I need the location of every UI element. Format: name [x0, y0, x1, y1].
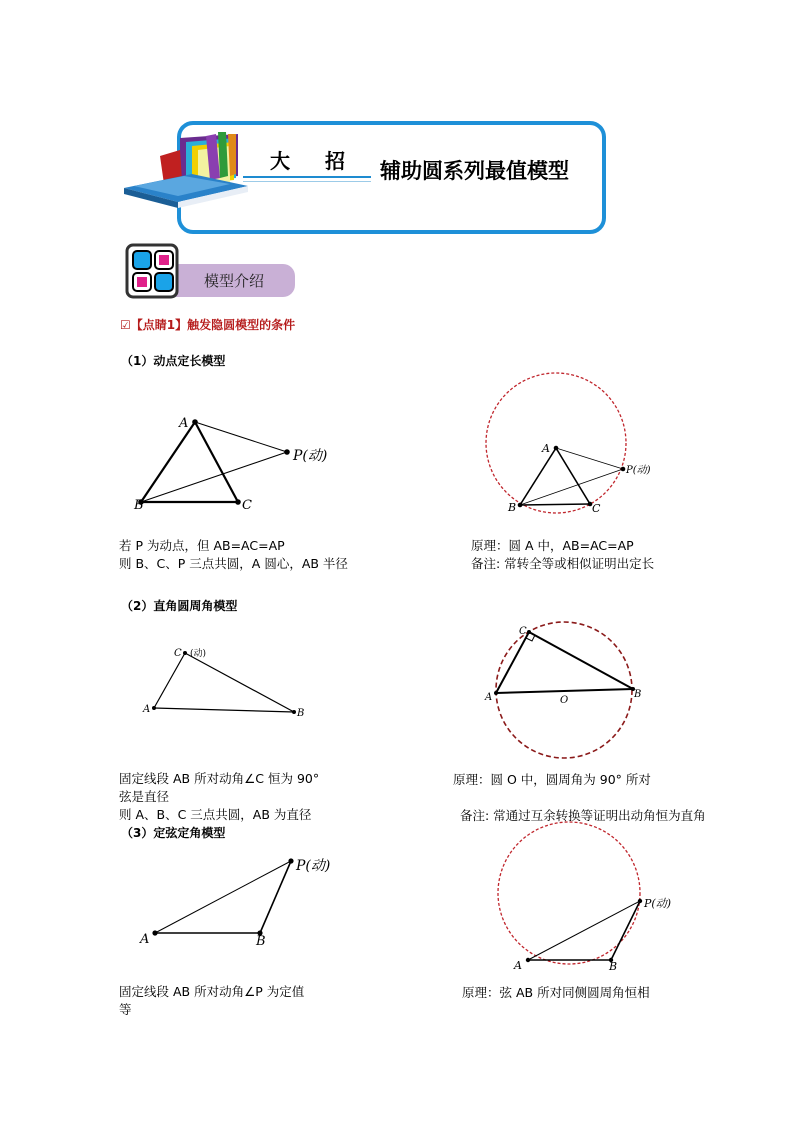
model-2-figure-right — [480, 618, 650, 766]
model-3-figure-right — [490, 818, 690, 976]
svg-text:A: A — [514, 959, 522, 972]
checkbox-icon: ☑ — [120, 318, 131, 332]
svg-text:A: A — [485, 692, 493, 703]
svg-text:P(动): P(动) — [296, 858, 331, 874]
svg-text:(动): (动) — [190, 649, 207, 659]
label-b: B — [134, 498, 144, 513]
model-2-figure-left — [138, 642, 328, 722]
hint-text: 【点睛1】触发隐圆模型的条件 — [130, 318, 296, 332]
model-2-remark: 备注: 常通过互余转换等证明出动角恒为直角 — [460, 808, 706, 823]
svg-text:B: B — [256, 934, 266, 949]
hint-line — [120, 316, 295, 333]
svg-text:B: B — [508, 501, 517, 514]
banner-divider-thin — [243, 181, 371, 182]
model-1-title: （1）动点定长模型 — [121, 354, 226, 368]
model-1-remark: 备注: 常转全等或相似证明出定长 — [471, 556, 655, 571]
model-3-principle: 原理：弦 AB 所对同侧圆周角恒相 — [462, 985, 650, 1000]
model-2-title: （2）直角圆周角模型 — [121, 599, 238, 613]
label-c: C — [242, 498, 252, 513]
model-1-notes — [471, 537, 654, 573]
svg-text:C: C — [592, 502, 601, 515]
svg-text:A: A — [143, 704, 151, 715]
svg-text:C: C — [174, 648, 182, 659]
model-1-desc: 若 P 为动点，但 AB=AC=AP 则 B、C、P 三点共圆，A 圆心，AB 半径 — [119, 538, 348, 571]
label-p: P(动) — [293, 448, 328, 464]
grid-squares-icon — [125, 243, 181, 301]
model-2-desc: 固定线段 AB 所对动角∠C 恒为 90° 弦是直径 则 A、B、C 三点共圆，AB 为直径 — [119, 771, 320, 822]
model-3-figure-left — [135, 850, 350, 950]
section-tag-label: 模型介绍 — [204, 272, 265, 290]
model-1-figure-right — [480, 372, 660, 522]
model-1-figure-left — [125, 405, 350, 515]
svg-text:O: O — [560, 695, 569, 706]
svg-text:P(动): P(动) — [644, 897, 671, 910]
svg-text:B: B — [634, 689, 642, 700]
model-1-principle: 原理：圆 A 中，AB=AC=AP — [471, 538, 634, 553]
svg-text:B: B — [609, 960, 618, 973]
books-icon — [120, 128, 255, 210]
banner-label: 大 招 — [270, 149, 359, 173]
svg-text:A: A — [140, 932, 150, 947]
page-title: 辅助圆系列最值模型 — [380, 158, 569, 183]
svg-text:A: A — [542, 442, 550, 455]
banner-divider — [243, 176, 371, 178]
model-3-desc: 固定线段 AB 所对动角∠P 为定值 等 — [119, 984, 305, 1017]
model-2-principle: 原理：圆 O 中，圆周角为 90° 所对 — [453, 772, 651, 787]
model-3-title: （3）定弦定角模型 — [121, 826, 226, 840]
svg-text:P(动): P(动) — [626, 465, 651, 476]
label-a: A — [179, 416, 189, 431]
svg-text:B: B — [297, 708, 305, 719]
svg-text:C: C — [519, 626, 527, 637]
